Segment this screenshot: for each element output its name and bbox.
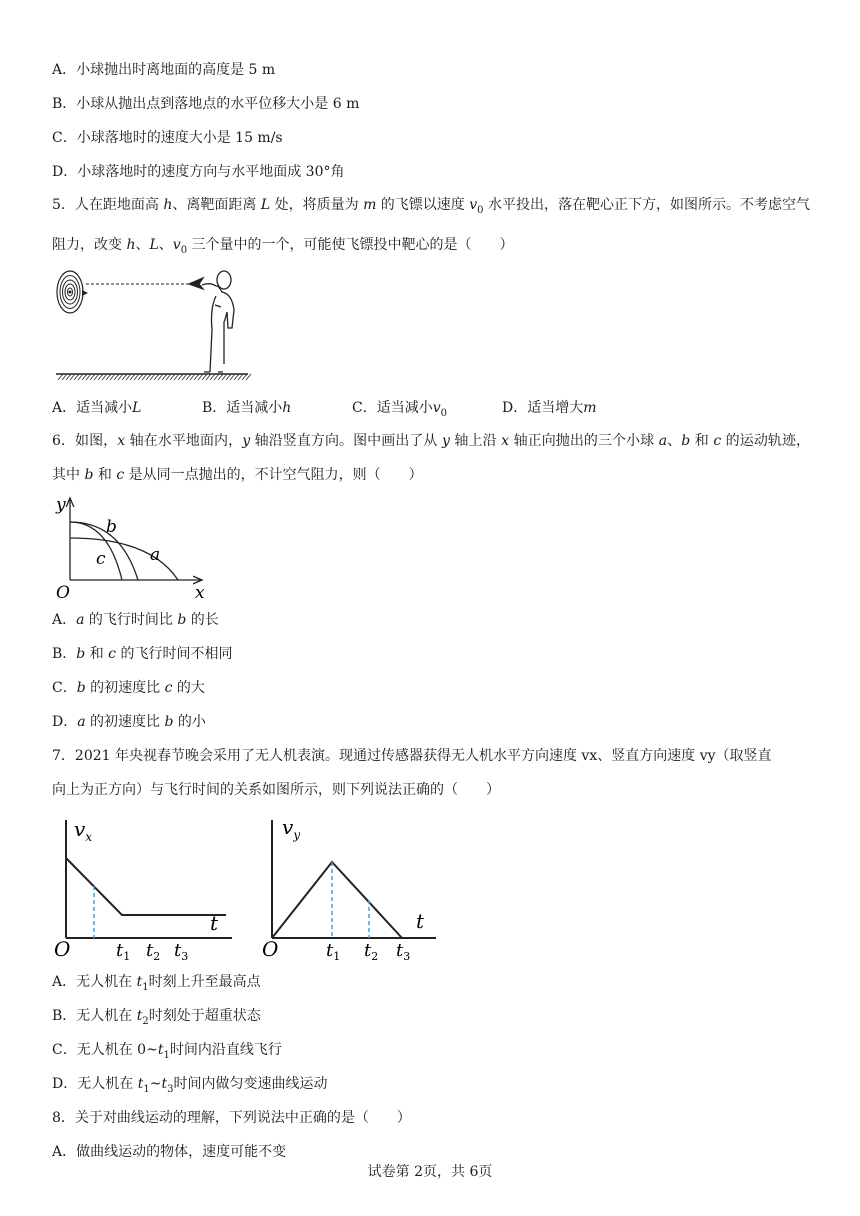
q5-option-d: D．适当增大m xyxy=(502,400,597,416)
q4-option-a: A．小球抛出时离地面的高度是 5 m xyxy=(52,62,276,78)
q7-stem-line1: 7．2021 年央视春节晚会采用了无人机表演。现通过传感器获得无人机水平方向速度 vx、竖直方向速度 vy（取竖直 xyxy=(52,748,772,764)
q5-options xyxy=(52,398,597,424)
q4-option-d: D．小球落地时的速度方向与水平地面成 30°角 xyxy=(52,164,345,180)
vy-v-label: $v_y$ xyxy=(282,815,301,842)
q6-option-a: A．a 的飞行时间比 b 的长 xyxy=(52,612,219,628)
q8-stem: 8．关于对曲线运动的理解，下列说法中正确的是（ ） xyxy=(52,1110,411,1126)
vy-origin-label: O xyxy=(262,937,279,960)
q8-option-a: A．做曲线运动的物体，速度可能不变 xyxy=(52,1144,287,1160)
q5-option-b: B．适当减小h xyxy=(202,400,292,416)
q5-option-c: C．适当减小$v_0$ xyxy=(352,400,448,419)
q6-label-b: b xyxy=(106,517,117,537)
q6-option-c: C．b 的初速度比 c 的大 xyxy=(52,680,205,696)
q7-option-c: C．无人机在 $0\sim t_1$时间内沿直线飞行 xyxy=(52,1042,282,1061)
vx-t3-label: $t_3$ xyxy=(174,940,189,960)
q7-vx-graph xyxy=(50,810,240,960)
q5-option-a: A．适当减小L xyxy=(52,400,142,416)
vx-t1-label: $t_1$ xyxy=(116,940,131,960)
ground-hatching xyxy=(58,374,251,380)
q6-trajectory-figure xyxy=(50,492,210,602)
vx-t-label: t xyxy=(210,911,219,935)
q7-stem-line2: 向上为正方向）与飞行时间的关系如图所示，则下列说法正确的（ ） xyxy=(52,782,500,798)
vx-origin-label: O xyxy=(54,937,71,960)
q6-y-label: y xyxy=(56,495,66,515)
vx-t2-label: $t_2$ xyxy=(146,940,161,960)
vy-t-label: t xyxy=(416,909,425,933)
q7-vy-graph xyxy=(258,810,448,960)
q5-stem: 5．人在距地面高 h、离靶面距离 L 处，将质量为 m 的飞镖以速度 $v_0$ 水平投出，落在靶心正下方，如图所示。不考虑空气阻力，改变 h、L、$v_0$ 三个量中的一个，可能使飞镖投中靶心的是（ ） xyxy=(52,197,811,256)
person-icon xyxy=(189,271,234,372)
q6-option-b: B．b 和 c 的飞行时间不相同 xyxy=(52,646,233,662)
q7-option-d: D．无人机在 $t_1\sim t_3$时间内做匀变速曲线运动 xyxy=(52,1076,328,1095)
q6-label-c: c xyxy=(96,549,106,569)
q7-option-a: A．无人机在 $t_1$时刻上升至最高点 xyxy=(52,974,261,993)
q6-origin-label: O xyxy=(56,583,70,602)
q6-option-d: D．a 的初速度比 b 的小 xyxy=(52,714,206,730)
vy-t2-label: $t_2$ xyxy=(364,940,379,960)
vx-v-label: $v_x$ xyxy=(74,817,93,844)
q4-option-b: B．小球从抛出点到落地点的水平位移大小是 6 m xyxy=(52,96,360,112)
q4-option-c: C．小球落地时的速度大小是 15 m/s xyxy=(52,130,283,146)
target-icon xyxy=(57,271,83,313)
vy-curve xyxy=(272,862,402,938)
dart-stuck-icon xyxy=(82,290,88,296)
trajectory-a xyxy=(70,538,178,580)
page-footer: 试卷第 2页，共 6页 xyxy=(367,1164,493,1180)
vy-t3-label: $t_3$ xyxy=(396,940,411,960)
vy-t1-label: $t_1$ xyxy=(326,940,341,960)
q5-dart-figure xyxy=(52,262,252,382)
q6-stem: 6．如图，x 轴在水平地面内，y 轴沿竖直方向。图中画出了从 y 轴上沿 x 轴正向抛出的三个小球 a、b 和 c 的运动轨迹，其中 b 和 c 是从同一点抛出的，不计空气阻力，则（ ） xyxy=(52,433,811,483)
q6-x-label: x xyxy=(195,583,205,602)
vx-curve xyxy=(66,858,226,915)
q6-label-a: a xyxy=(150,545,161,565)
q7-option-b: B．无人机在 $t_2$时刻处于超重状态 xyxy=(52,1008,261,1027)
